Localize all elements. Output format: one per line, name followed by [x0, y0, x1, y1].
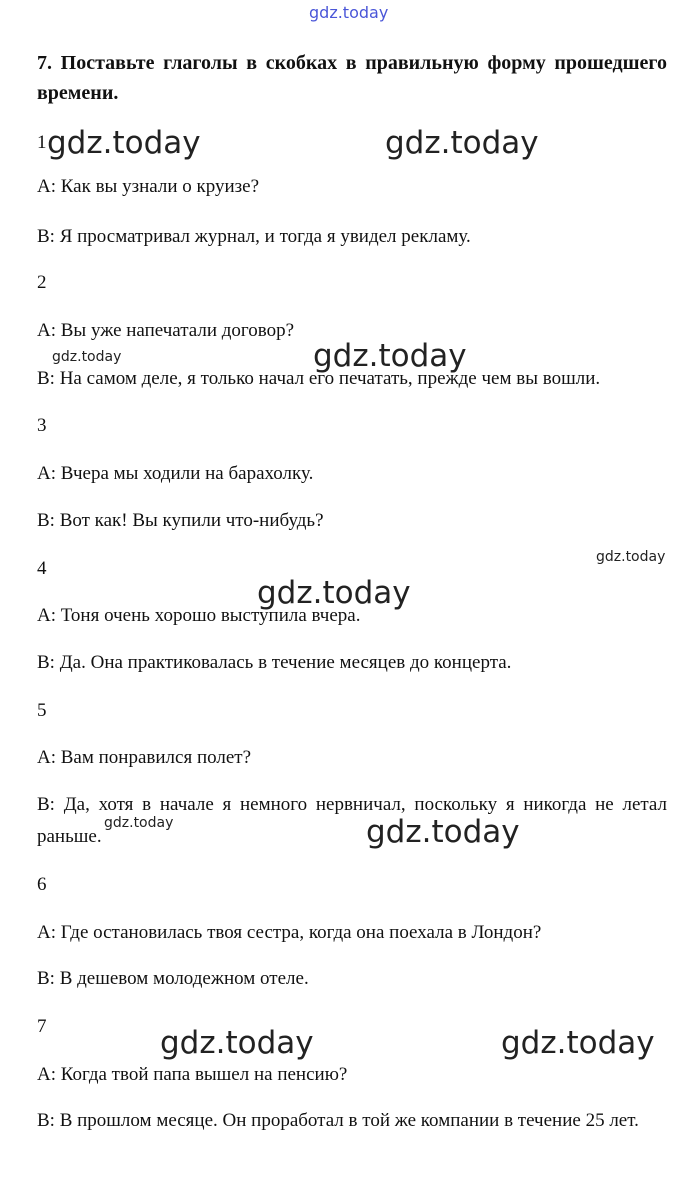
watermark: gdz.today [104, 815, 174, 831]
dialogue-line-a: A: Как вы узнали о круизе? [37, 176, 260, 197]
dialogue-line-b: B: Да. Она практиковалась в течение месяцев до концерта. [37, 652, 512, 673]
watermark: gdz.today [313, 338, 467, 374]
watermark: gdz.today [160, 1025, 314, 1061]
dialogue-number: 5 [37, 700, 47, 721]
dialogue-line-b: B: Я просматривал журнал, и тогда я увидел рекламу. [37, 226, 471, 247]
watermark-top: gdz.today [309, 3, 389, 22]
dialogue-number: 4 [37, 558, 47, 579]
dialogue-line-a: A: Когда твой папа вышел на пенсию? [37, 1064, 348, 1085]
watermark: gdz.today [366, 814, 520, 850]
watermark: gdz.today [257, 575, 411, 611]
task-title: 7. Поставьте глаголы в скобках в правильную форму прошедшего времени. [37, 52, 667, 104]
dialogue-line-b: B: В прошлом месяце. Он проработал в той же компании в течение 25 лет. [37, 1110, 639, 1131]
dialogue-number: 3 [37, 415, 47, 436]
dialogue-line-a: A: Тоня очень хорошо выступила вчера. [37, 605, 361, 626]
dialogue-number: 6 [37, 874, 47, 895]
dialogue-line-b: B: В дешевом молодежном отеле. [37, 968, 309, 989]
watermark: gdz.today [596, 549, 666, 565]
watermark: gdz.today [47, 125, 201, 161]
watermark: gdz.today [52, 349, 122, 365]
dialogue-line-a: A: Вчера мы ходили на барахолку. [37, 463, 314, 484]
watermark: gdz.today [501, 1025, 655, 1061]
dialogue-number: 1 [37, 132, 47, 153]
watermark: gdz.today [385, 125, 539, 161]
dialogue-line-a: A: Вы уже напечатали договор? [37, 320, 295, 341]
dialogue-number: 2 [37, 272, 47, 293]
dialogue-number: 7 [37, 1016, 47, 1037]
dialogue-line-a: A: Вам понравился полет? [37, 747, 252, 768]
dialogue-line-b: B: Вот как! Вы купили что-нибудь? [37, 510, 324, 531]
dialogue-line-b: B: На самом деле, я только начал его печатать, прежде чем вы вошли. [37, 368, 601, 389]
dialogue-line-a: A: Где остановилась твоя сестра, когда она поехала в Лондон? [37, 922, 542, 943]
dialogue-line-b: B: Да, хотя в начале я немного нервничал, поскольку я никогда не летал раньше. [37, 794, 667, 847]
